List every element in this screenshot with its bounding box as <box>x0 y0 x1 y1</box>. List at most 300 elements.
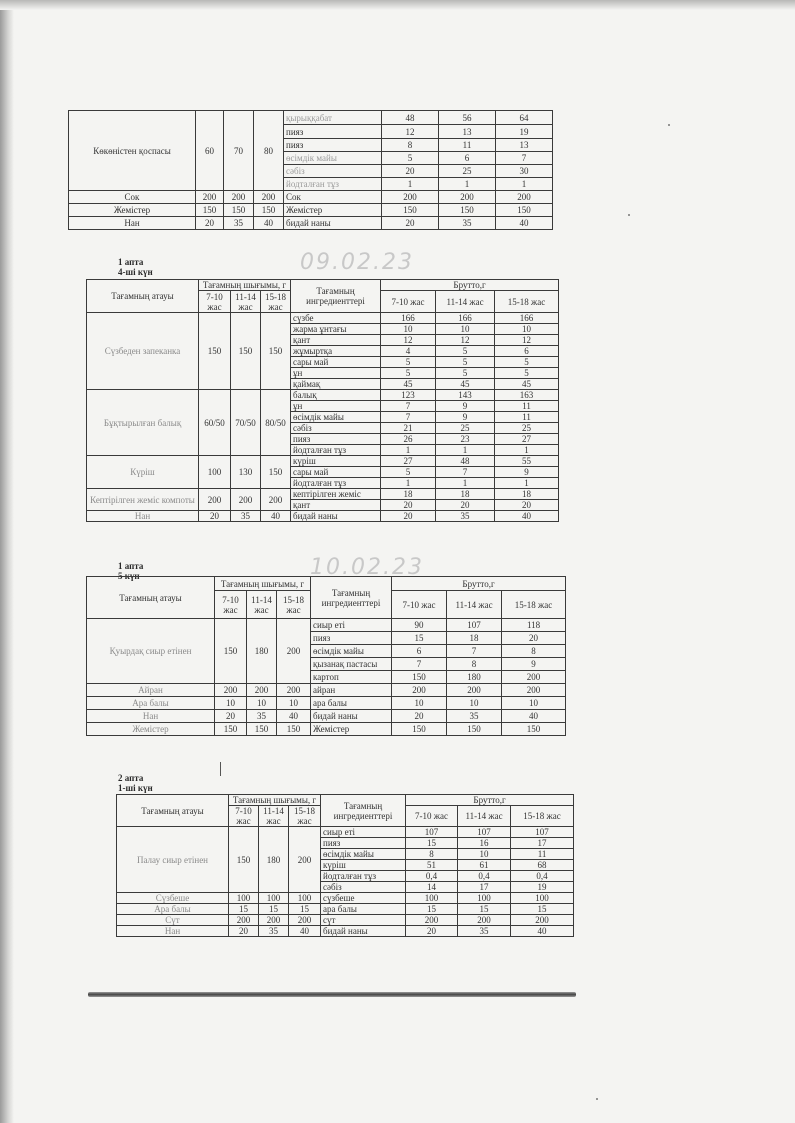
yield-cell: 200 <box>277 684 311 697</box>
yield-cell: 20 <box>199 511 231 522</box>
ingredient-cell: йодталған тұз <box>284 178 382 191</box>
scan-shadow-top <box>0 0 795 10</box>
header-age: 11-14 жас <box>259 806 289 827</box>
brutto-cell: 48 <box>382 111 439 125</box>
yield-cell: 60/50 <box>199 390 231 456</box>
brutto-cell: 8 <box>447 658 502 671</box>
ingredient-cell: йодталған тұз <box>321 871 406 882</box>
ingredient-cell: пияз <box>284 139 382 152</box>
header-age: 7-10 жас <box>229 806 259 827</box>
table-row <box>117 827 574 838</box>
ingredient-cell: қант <box>291 335 381 346</box>
header-age: 15-18 жас <box>502 591 566 619</box>
brutto-cell: 200 <box>496 191 553 204</box>
table-row <box>87 710 566 723</box>
brutto-cell: 1 <box>382 178 439 191</box>
header-age: 11-14 жас <box>231 291 261 313</box>
brutto-cell: 5 <box>381 368 436 379</box>
header-age: 15-18 жас <box>289 806 321 827</box>
brutto-cell: 180 <box>447 671 502 684</box>
brutto-cell: 107 <box>511 827 574 838</box>
brutto-cell: 123 <box>381 390 436 401</box>
brutto-cell: 1 <box>381 445 436 456</box>
brutto-cell: 6 <box>495 346 559 357</box>
yield-cell: 150 <box>277 723 311 736</box>
header-ingredients: Тағамның ингредиенттері <box>291 280 381 313</box>
yield-cell: 200 <box>259 915 289 926</box>
ingredient-cell: қант <box>291 500 381 511</box>
brutto-cell: 14 <box>406 882 458 893</box>
table-row <box>87 723 566 736</box>
brutto-cell: 150 <box>382 204 439 217</box>
header-age: 7-10 жас <box>381 291 436 313</box>
yield-cell: 100 <box>229 893 259 904</box>
brutto-cell: 56 <box>439 111 496 125</box>
yield-cell: 150 <box>261 456 291 489</box>
brutto-cell: 25 <box>436 423 495 434</box>
table-row <box>69 217 553 230</box>
ingredient-cell: ұн <box>291 401 381 412</box>
brutto-cell: 15 <box>406 904 458 915</box>
brutto-cell: 9 <box>436 412 495 423</box>
ingredient-cell: өсімдік майы <box>321 849 406 860</box>
brutto-cell: 8 <box>406 849 458 860</box>
brutto-cell: 6 <box>392 645 447 658</box>
brutto-cell: 1 <box>439 178 496 191</box>
brutto-cell: 27 <box>495 434 559 445</box>
brutto-cell: 25 <box>495 423 559 434</box>
margin-line <box>220 762 221 776</box>
brutto-cell: 10 <box>381 324 436 335</box>
brutto-cell: 5 <box>436 357 495 368</box>
dish-name: Бұқтырылған балық <box>87 390 199 456</box>
ingredient-cell: сары май <box>291 357 381 368</box>
ingredient-cell: сәбіз <box>321 882 406 893</box>
yield-cell: 200 <box>224 191 254 204</box>
table-header-row <box>117 795 574 806</box>
brutto-cell: 0,4 <box>406 871 458 882</box>
brutto-cell: 1 <box>436 445 495 456</box>
yield-cell: 15 <box>289 904 321 915</box>
brutto-cell: 26 <box>381 434 436 445</box>
header-brutto: Брутто,г <box>381 280 559 291</box>
brutto-cell: 40 <box>502 710 566 723</box>
ingredient-cell: бидай наны <box>321 926 406 937</box>
ingredient-cell: бидай наны <box>311 710 392 723</box>
ingredient-cell: кептірілген жеміс <box>291 489 381 500</box>
yield-cell: 60 <box>196 111 224 191</box>
header-age: 15-18 жас <box>495 291 559 313</box>
table-row <box>117 915 574 926</box>
dish-name: Ара балы <box>117 904 229 915</box>
brutto-cell: 11 <box>495 412 559 423</box>
brutto-cell: 7 <box>447 645 502 658</box>
yield-cell: 200 <box>229 915 259 926</box>
handwritten-date: 10.02.23 <box>310 555 424 580</box>
header-age: 11-14 жас <box>458 806 511 827</box>
table-row <box>87 313 559 324</box>
brutto-cell: 19 <box>511 882 574 893</box>
table-header-row <box>87 577 566 591</box>
yield-cell: 70 <box>224 111 254 191</box>
brutto-cell: 5 <box>495 357 559 368</box>
ingredient-cell: Сок <box>284 191 382 204</box>
brutto-cell: 1 <box>495 445 559 456</box>
ingredient-cell: ұн <box>291 368 381 379</box>
brutto-cell: 12 <box>495 335 559 346</box>
ingredient-cell: күріш <box>321 860 406 871</box>
brutto-cell: 35 <box>458 926 511 937</box>
ingredient-cell: сәбіз <box>291 423 381 434</box>
table-row <box>87 390 559 401</box>
brutto-cell: 68 <box>511 860 574 871</box>
table-row <box>69 191 553 204</box>
brutto-cell: 20 <box>381 511 436 522</box>
brutto-cell: 15 <box>392 632 447 645</box>
header-age: 11-14 жас <box>447 591 502 619</box>
brutto-cell: 13 <box>439 125 496 139</box>
menu-table-day4 <box>86 279 559 522</box>
ingredient-cell: ара балы <box>321 904 406 915</box>
brutto-cell: 150 <box>392 671 447 684</box>
brutto-cell: 15 <box>511 904 574 915</box>
dish-name: Жемістер <box>69 204 196 217</box>
ingredient-cell: сүзбеше <box>321 893 406 904</box>
brutto-cell: 20 <box>502 632 566 645</box>
brutto-cell: 45 <box>381 379 436 390</box>
header-age: 15-18 жас <box>511 806 574 827</box>
brutto-cell: 107 <box>458 827 511 838</box>
yield-cell: 70/50 <box>231 390 261 456</box>
yield-cell: 40 <box>277 710 311 723</box>
dish-name: Көкөністен қоспасы <box>69 111 196 191</box>
brutto-cell: 5 <box>436 346 495 357</box>
ingredient-cell: өсімдік майы <box>311 645 392 658</box>
yield-cell: 100 <box>289 893 321 904</box>
brutto-cell: 166 <box>381 313 436 324</box>
brutto-cell: 166 <box>436 313 495 324</box>
yield-cell: 150 <box>215 723 247 736</box>
ingredient-cell: жұмыртқа <box>291 346 381 357</box>
brutto-cell: 20 <box>406 926 458 937</box>
ingredient-cell: пияз <box>321 838 406 849</box>
yield-cell: 150 <box>196 204 224 217</box>
ingredient-cell: бидай наны <box>291 511 381 522</box>
brutto-cell: 15 <box>458 904 511 915</box>
header-age: 11-14 жас <box>436 291 495 313</box>
scan-speck <box>628 214 630 216</box>
yield-cell: 180 <box>259 827 289 893</box>
brutto-cell: 10 <box>458 849 511 860</box>
ingredient-cell: сары май <box>291 467 381 478</box>
brutto-cell: 25 <box>439 165 496 178</box>
brutto-cell: 20 <box>382 165 439 178</box>
brutto-cell: 7 <box>496 152 553 165</box>
week-label: 1 апта <box>118 257 144 267</box>
table-header-row <box>87 280 559 291</box>
brutto-cell: 48 <box>436 456 495 467</box>
dish-name: Айран <box>87 684 215 697</box>
yield-cell: 150 <box>247 723 277 736</box>
brutto-cell: 23 <box>436 434 495 445</box>
yield-cell: 35 <box>231 511 261 522</box>
table-row <box>87 456 559 467</box>
ingredient-cell: Жемістер <box>311 723 392 736</box>
yield-cell: 180 <box>247 619 277 684</box>
dish-name: Сок <box>69 191 196 204</box>
yield-cell: 150 <box>215 619 247 684</box>
yield-cell: 200 <box>196 191 224 204</box>
yield-cell: 200 <box>247 684 277 697</box>
brutto-cell: 166 <box>495 313 559 324</box>
yield-cell: 200 <box>289 915 321 926</box>
brutto-cell: 1 <box>496 178 553 191</box>
table-row <box>69 204 553 217</box>
dish-name: Сүзбеден запеканка <box>87 313 199 390</box>
yield-cell: 20 <box>196 217 224 230</box>
menu-table-week2-day1 <box>116 794 574 937</box>
dish-name: Нан <box>117 926 229 937</box>
header-age: 15-18 жас <box>277 591 311 619</box>
brutto-cell: 20 <box>381 500 436 511</box>
brutto-cell: 12 <box>381 335 436 346</box>
header-yield: Тағамның шығымы, г <box>229 795 321 806</box>
yield-cell: 200 <box>289 827 321 893</box>
brutto-cell: 35 <box>436 511 495 522</box>
header-brutto: Брутто,г <box>406 795 574 806</box>
table-row <box>87 489 559 500</box>
brutto-cell: 30 <box>496 165 553 178</box>
brutto-cell: 20 <box>392 710 447 723</box>
ingredient-cell: күріш <box>291 456 381 467</box>
brutto-cell: 45 <box>495 379 559 390</box>
dish-name: Күріш <box>87 456 199 489</box>
yield-cell: 200 <box>215 684 247 697</box>
brutto-cell: 0,4 <box>458 871 511 882</box>
header-yield: Тағамның шығымы, г <box>215 577 311 591</box>
yield-cell: 130 <box>231 456 261 489</box>
yield-cell: 150 <box>254 204 284 217</box>
brutto-cell: 5 <box>495 368 559 379</box>
brutto-cell: 200 <box>502 671 566 684</box>
brutto-cell: 163 <box>495 390 559 401</box>
header-dish: Тағамның атауы <box>117 795 229 827</box>
day-label: 4-ші күн <box>118 267 153 277</box>
ingredient-cell: қызанақ пастасы <box>311 658 392 671</box>
scan-speck <box>668 124 670 126</box>
yield-cell: 80/50 <box>261 390 291 456</box>
brutto-cell: 55 <box>495 456 559 467</box>
yield-cell: 35 <box>224 217 254 230</box>
ingredient-cell: қаймақ <box>291 379 381 390</box>
yield-cell: 200 <box>231 489 261 511</box>
brutto-cell: 17 <box>511 838 574 849</box>
brutto-cell: 40 <box>496 217 553 230</box>
brutto-cell: 9 <box>436 401 495 412</box>
dish-name: Нан <box>69 217 196 230</box>
brutto-cell: 150 <box>496 204 553 217</box>
brutto-cell: 64 <box>496 111 553 125</box>
brutto-cell: 17 <box>458 882 511 893</box>
brutto-cell: 200 <box>502 684 566 697</box>
menu-table-top <box>68 110 553 230</box>
brutto-cell: 8 <box>502 645 566 658</box>
brutto-cell: 19 <box>496 125 553 139</box>
header-brutto: Брутто,г <box>392 577 566 591</box>
dish-name: Нан <box>87 710 215 723</box>
ingredient-cell: бидай наны <box>284 217 382 230</box>
brutto-cell: 11 <box>495 401 559 412</box>
ingredient-cell: айран <box>311 684 392 697</box>
yield-cell: 100 <box>259 893 289 904</box>
brutto-cell: 20 <box>382 217 439 230</box>
brutto-cell: 10 <box>392 697 447 710</box>
brutto-cell: 7 <box>381 401 436 412</box>
table-row <box>69 111 553 125</box>
ingredient-cell: өсімдік майы <box>284 152 382 165</box>
ingredient-cell: пияз <box>311 632 392 645</box>
brutto-cell: 5 <box>436 368 495 379</box>
brutto-cell: 11 <box>439 139 496 152</box>
yield-cell: 40 <box>254 217 284 230</box>
brutto-cell: 200 <box>511 915 574 926</box>
brutto-cell: 107 <box>406 827 458 838</box>
brutto-cell: 150 <box>447 723 502 736</box>
brutto-cell: 200 <box>392 684 447 697</box>
dish-name: Сүзбеше <box>117 893 229 904</box>
header-ingredients: Тағамның ингредиенттері <box>321 795 406 827</box>
table-row <box>117 893 574 904</box>
brutto-cell: 7 <box>436 467 495 478</box>
brutto-cell: 12 <box>436 335 495 346</box>
table-row <box>87 619 566 632</box>
ingredient-cell: балық <box>291 390 381 401</box>
day-label: 5 күн <box>118 571 140 581</box>
yield-cell: 200 <box>254 191 284 204</box>
brutto-cell: 12 <box>382 125 439 139</box>
yield-cell: 150 <box>199 313 231 390</box>
brutto-cell: 20 <box>436 500 495 511</box>
header-yield: Тағамның шығымы, г <box>199 280 291 291</box>
brutto-cell: 200 <box>447 684 502 697</box>
brutto-cell: 11 <box>511 849 574 860</box>
table-row <box>87 697 566 710</box>
yield-cell: 35 <box>247 710 277 723</box>
brutto-cell: 9 <box>502 658 566 671</box>
dish-name: Сүт <box>117 915 229 926</box>
table-row <box>117 904 574 915</box>
dish-name: Ара балы <box>87 697 215 710</box>
brutto-cell: 6 <box>439 152 496 165</box>
yield-cell: 20 <box>215 710 247 723</box>
brutto-cell: 20 <box>495 500 559 511</box>
ingredient-cell: картоп <box>311 671 392 684</box>
header-age: 7-10 жас <box>406 806 458 827</box>
brutto-cell: 40 <box>495 511 559 522</box>
brutto-cell: 10 <box>447 697 502 710</box>
yield-cell: 15 <box>229 904 259 915</box>
dish-name: Жемістер <box>87 723 215 736</box>
header-age: 7-10 жас <box>215 591 247 619</box>
header-ingredients: Тағамның ингредиенттері <box>311 577 392 619</box>
brutto-cell: 100 <box>406 893 458 904</box>
brutto-cell: 13 <box>496 139 553 152</box>
brutto-cell: 143 <box>436 390 495 401</box>
brutto-cell: 27 <box>381 456 436 467</box>
ingredient-cell: йодталған тұз <box>291 445 381 456</box>
ingredient-cell: Жемістер <box>284 204 382 217</box>
table-row <box>87 511 559 522</box>
header-dish: Тағамның атауы <box>87 577 215 619</box>
scan-speck <box>596 1098 598 1100</box>
ingredient-cell: сәбіз <box>284 165 382 178</box>
page-divider-line <box>88 992 576 997</box>
dish-name: Нан <box>87 511 199 522</box>
ingredient-cell: қырыққабат <box>284 111 382 125</box>
brutto-cell: 107 <box>447 619 502 632</box>
brutto-cell: 150 <box>439 204 496 217</box>
brutto-cell: 15 <box>406 838 458 849</box>
ingredient-cell: жарма ұнтағы <box>291 324 381 335</box>
ingredient-cell: ара балы <box>311 697 392 710</box>
brutto-cell: 1 <box>495 478 559 489</box>
brutto-cell: 7 <box>381 412 436 423</box>
brutto-cell: 10 <box>495 324 559 335</box>
yield-cell: 40 <box>261 511 291 522</box>
week-label: 2 апта <box>118 773 144 783</box>
brutto-cell: 35 <box>439 217 496 230</box>
brutto-cell: 18 <box>447 632 502 645</box>
brutto-cell: 0,4 <box>511 871 574 882</box>
brutto-cell: 5 <box>381 467 436 478</box>
scan-shadow-left <box>0 0 14 1123</box>
brutto-cell: 100 <box>511 893 574 904</box>
dish-name: Кептірілген жеміс компоты <box>87 489 199 511</box>
menu-table-day5 <box>86 576 566 736</box>
brutto-cell: 9 <box>495 467 559 478</box>
header-age: 11-14 жас <box>247 591 277 619</box>
brutto-cell: 100 <box>458 893 511 904</box>
brutto-cell: 8 <box>382 139 439 152</box>
brutto-cell: 90 <box>392 619 447 632</box>
brutto-cell: 5 <box>382 152 439 165</box>
ingredient-cell: пияз <box>284 125 382 139</box>
ingredient-cell: сүзбе <box>291 313 381 324</box>
brutto-cell: 10 <box>436 324 495 335</box>
dish-name: Қуырдақ сиыр етінен <box>87 619 215 684</box>
brutto-cell: 200 <box>458 915 511 926</box>
header-age: 15-18 жас <box>261 291 291 313</box>
brutto-cell: 10 <box>502 697 566 710</box>
header-age: 7-10 жас <box>199 291 231 313</box>
yield-cell: 20 <box>229 926 259 937</box>
yield-cell: 200 <box>199 489 231 511</box>
table-row <box>117 926 574 937</box>
brutto-cell: 45 <box>436 379 495 390</box>
yield-cell: 80 <box>254 111 284 191</box>
brutto-cell: 5 <box>381 357 436 368</box>
week-label: 1 апта <box>118 561 144 571</box>
yield-cell: 15 <box>259 904 289 915</box>
ingredient-cell: сиыр еті <box>321 827 406 838</box>
brutto-cell: 16 <box>458 838 511 849</box>
ingredient-cell: пияз <box>291 434 381 445</box>
yield-cell: 200 <box>261 489 291 511</box>
brutto-cell: 1 <box>381 478 436 489</box>
brutto-cell: 21 <box>381 423 436 434</box>
dish-name: Палау сиыр етінен <box>117 827 229 893</box>
ingredient-cell: өсімдік майы <box>291 412 381 423</box>
